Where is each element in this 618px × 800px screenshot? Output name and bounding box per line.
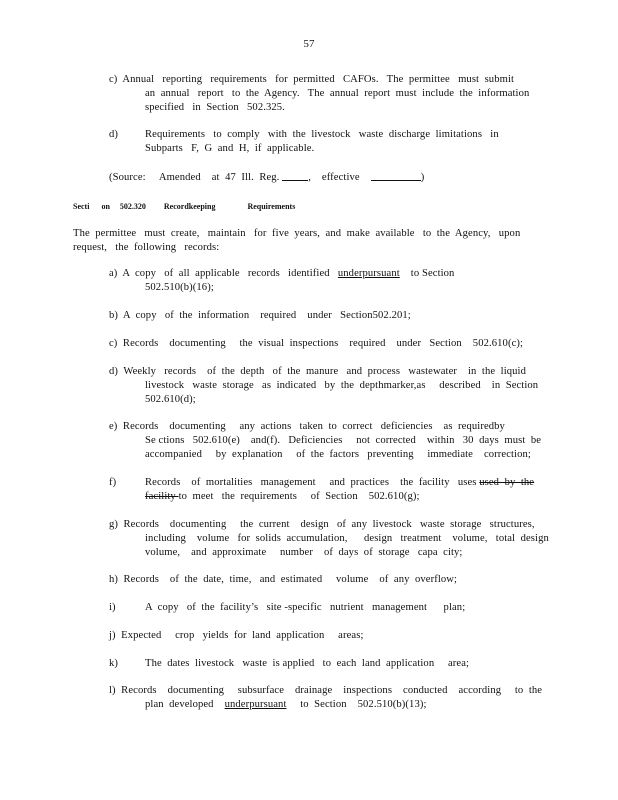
record-f-text: Records of mortalities management and practices the facility uses xyxy=(145,477,480,488)
record-e-line-1: e) Records documenting any actions taken to correct deficiencies as requiredby xyxy=(109,421,505,432)
record-item-h: h) Records of the date, time, and estimated volume of any overflow; xyxy=(109,574,458,585)
record-f-line-2: to meet the requirements of Section 502.610(g); xyxy=(178,491,420,502)
record-g-line-1: g) Records documenting the current design of any livestock waste storage structures, xyxy=(109,519,535,530)
record-e-line-2: Se ctions 502.610(e) and(f). Deficiencies not corrected within 30 days must be xyxy=(145,435,542,446)
record-f-struck-1: used by the xyxy=(479,477,535,488)
intro-paragraph xyxy=(73,227,533,255)
record-k-text: The dates livestock waste is applied to each land application area; xyxy=(145,658,470,669)
item-c-annual-reporting xyxy=(109,73,529,115)
record-d-line-2: livestock waste storage as indicated by the depthmarker,as described in Section xyxy=(145,380,539,391)
source-note xyxy=(109,170,529,185)
source-prefix: (Source: Amended at 47 Ill. Reg. xyxy=(109,172,280,183)
record-l-line-2: plan developed xyxy=(145,699,225,710)
record-d-line-3: 502.610(d); xyxy=(145,394,196,405)
record-item-a xyxy=(109,267,529,295)
record-g-line-3: volume, and approximate number of days of storage capa city; xyxy=(145,547,463,558)
record-a-post: to Section xyxy=(399,268,455,279)
record-a-underlined: underpursuant xyxy=(337,268,400,279)
record-item-d xyxy=(109,365,539,407)
record-item-k xyxy=(109,657,529,671)
item-c-line-2: an annual report to the Agency. The annual report must include the information xyxy=(145,88,530,99)
record-i-label: i) xyxy=(109,602,116,613)
record-item-l xyxy=(109,684,543,712)
record-d-line-1: d) Weekly records of the depth of the manure and process wastewater in the liquid xyxy=(109,366,526,377)
record-item-g xyxy=(109,518,549,560)
record-item-i xyxy=(109,601,529,615)
item-d-label: d) xyxy=(109,129,119,140)
record-f-label: f) xyxy=(109,477,117,488)
record-item-e xyxy=(109,420,542,462)
record-a-text: a) A copy of all applicable records identified xyxy=(109,268,338,279)
record-item-f xyxy=(109,476,535,504)
item-d-line-1: Requirements to comply with the livestock waste discharge limitations in xyxy=(145,129,499,140)
item-c-line-3: specified in Section 502.325. xyxy=(145,102,285,113)
section-heading xyxy=(73,200,295,214)
record-item-b: b) A copy of the information required under Section502.201; xyxy=(109,310,411,321)
source-middle: , effective xyxy=(308,172,360,183)
record-l-line-2-end: to Section 502.510(b)(13); xyxy=(286,699,427,710)
effective-date-blank xyxy=(371,170,421,181)
source-suffix: ) xyxy=(420,172,425,183)
section-heading-part-2: on xyxy=(101,202,110,211)
record-a-line-2: 502.510(b)(16); xyxy=(145,282,214,293)
section-heading-title-2: Requirements xyxy=(247,202,296,211)
intro-line-2: request, the following records: xyxy=(73,242,220,253)
section-heading-title-1: Recordkeeping xyxy=(163,202,216,211)
item-d-line-2: Subparts F, G and H, if applicable. xyxy=(145,143,315,154)
record-l-underlined: underpursuant xyxy=(224,699,287,710)
record-k-label: k) xyxy=(109,658,119,669)
section-heading-part-1: Secti xyxy=(73,202,90,211)
page-number: 57 xyxy=(303,38,315,50)
record-f-struck-2: facility xyxy=(145,491,179,502)
record-i-text: A copy of the facility’s site -specific nutrient management plan; xyxy=(145,602,466,613)
record-l-line-1: l) Records documenting subsurface drainage inspections conducted according to the xyxy=(109,685,543,696)
intro-line-1: The permittee must create, maintain for five years, and make available to the Agency, upon xyxy=(73,228,521,239)
record-e-line-3: accompanied by explanation of the factors preventing immediate correction; xyxy=(145,449,531,460)
item-c-line-1: c) Annual reporting requirements for permitted CAFOs. The permittee must submit xyxy=(109,74,515,85)
record-item-j: j) Expected crop yields for land application areas; xyxy=(109,630,364,641)
register-issue-blank xyxy=(282,170,308,181)
item-d-requirements xyxy=(109,128,529,156)
record-g-line-2: including volume for solids accumulation, design treatment volume, total design xyxy=(145,533,549,544)
record-item-c: c) Records documenting the visual inspections required under Section 502.610(c); xyxy=(109,338,524,349)
section-heading-number: 502.320 xyxy=(119,202,146,211)
